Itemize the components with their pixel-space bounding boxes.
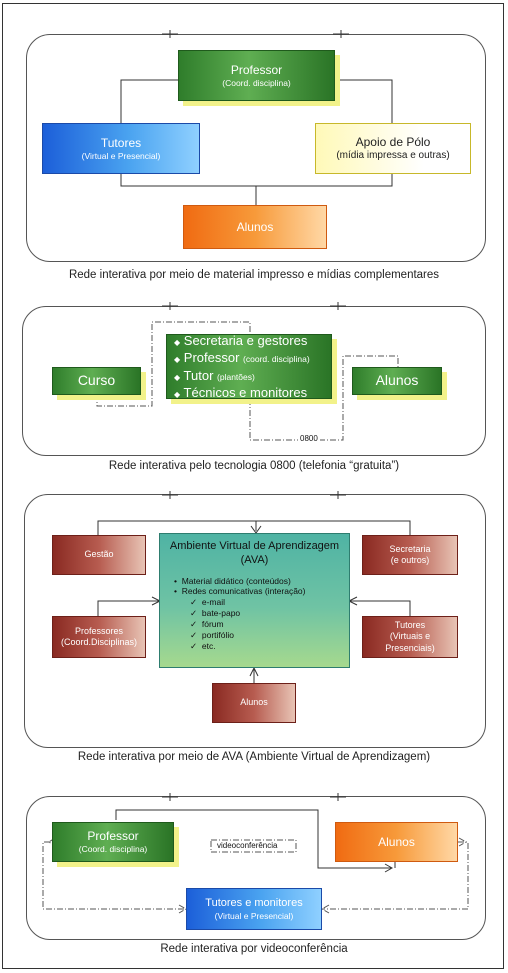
apoio-title: Apoio de Pólo [355, 134, 431, 149]
professor-subtitle: (Coord. disciplina) [222, 77, 291, 88]
alunos-ava-box: Alunos [212, 683, 296, 723]
list-item: ◆ Professor (coord. disciplina) [174, 350, 310, 366]
professor-video-box: Professor (Coord. disciplina) [52, 822, 174, 862]
tutores-subtitle: (Virtual e Presencial) [81, 150, 161, 161]
list-item: ◆ Tutor (plantões) [174, 367, 255, 383]
list-item: • Redes comunicativas (interação) [174, 586, 306, 597]
alunos-title: Alunos [236, 219, 274, 234]
tag-0800: 0800 [300, 434, 318, 443]
list-item: ✓ e-mail [190, 597, 226, 608]
tag-videoconferencia: videoconferência [217, 841, 278, 850]
list-item: ✓ etc. [190, 640, 216, 651]
list-item: ◆ Secretaria e gestores [174, 333, 308, 349]
secretaria-box: Secretaria (e outros) [362, 535, 458, 575]
professores-box: Professores (Coord.Disciplinas) [52, 616, 146, 658]
gestao-label: Gestão [84, 549, 114, 560]
tutores-ava-box: Tutores (Virtuais e Presenciais) [362, 616, 458, 658]
list-item: ◆ Técnicos e monitores [174, 384, 308, 400]
list-item: • Material didático (conteúdos) [174, 575, 291, 586]
alunos-0800-label: Alunos [375, 372, 419, 389]
caption-2: Rede interativa pelo tecnologia 0800 (telefonia “gratuita”) [108, 460, 400, 472]
tutores-video-box: Tutores e monitores (Virtual e Presencial) [186, 888, 322, 930]
curso-label: Curso [77, 372, 116, 389]
list-item: ✓ bate-papo [190, 608, 241, 619]
alunos-video-box: Alunos [335, 822, 458, 862]
caption-4: Rede interativa por videoconferência [160, 943, 348, 955]
ava-subtitle: (AVA) [240, 553, 269, 566]
list-item: ✓ fórum [190, 619, 224, 629]
list-item: ✓ portifólio [190, 629, 234, 640]
caption-1: Rede interativa por meio de material impresso e mídias complementares [68, 269, 440, 281]
tutores-title: Tutores [100, 135, 142, 150]
professor-title: Professor [230, 62, 283, 77]
caption-3: Rede interativa por meio de AVA (Ambiente Virtual de Aprendizagem) [77, 751, 431, 763]
apoio-subtitle: (mídia impressa e outras) [336, 149, 450, 161]
ava-title: Ambiente Virtual de Aprendizagem [169, 540, 340, 552]
